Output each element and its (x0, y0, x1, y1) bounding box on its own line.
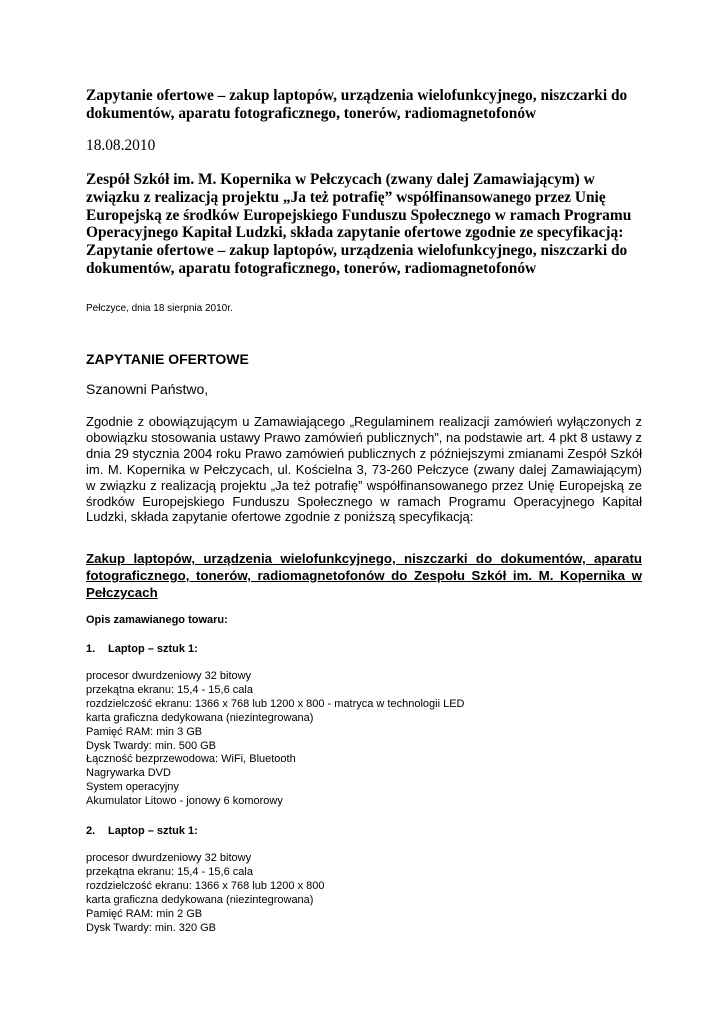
document-title: Zapytanie ofertowe – zakup laptopów, urządzenia wielofunkcyjnego, niszczarki do dokumentów, aparatu fotograficznego, tonerów, radiomagnetofonów (86, 87, 628, 122)
spec-line: Łączność bezprzewodowa: WiFi, Bluetooth (86, 753, 296, 766)
item-label: Laptop – sztuk 1: (108, 643, 198, 655)
subject-heading: Zakup laptopów, urządzenia wielofunkcyjnego, niszczarki do dokumentów, aparatu fotograficznego, tonerów, radiomagnetofonów do Zespołu Szkół im. M. Kopernika w Pełczycach (86, 551, 642, 600)
item-heading (86, 643, 198, 656)
spec-line: karta graficzna dedykowana (niezintegrowana) (86, 893, 314, 906)
document-date: 18.08.2010 (86, 137, 156, 154)
spec-line: System operacyjny (86, 781, 179, 794)
item-spec-list (86, 670, 465, 809)
item-spec-list (86, 852, 325, 935)
item-label: Laptop – sztuk 1: (108, 825, 198, 837)
spec-line: rozdzielczość ekranu: 1366 x 768 lub 1200 x 800 (86, 879, 325, 892)
section-heading: ZAPYTANIE OFERTOWE (86, 351, 249, 367)
spec-line: Nagrywarka DVD (86, 767, 171, 780)
spec-line: procesor dwurdzeniowy 32 bitowy (86, 852, 252, 864)
intro-paragraph: Zespół Szkół im. M. Kopernika w Pełczycach (zwany dalej Zamawiającym) w związku z realizacją projektu „Ja też potrafię” współfinansowanego przez Unię Europejską ze środków Europejskiego Funduszu Społecznego w ramach Programu Operacyjnego Kapitał Ludzki, składa zapytanie ofertowe zgodnie ze specyfikacją: Zapytanie ofertowe – zakup laptopów, urządzenia wielofunkcyjnego, niszczarki do dokumentów, aparatu fotograficznego, tonerów, radiomagnetofonów (86, 171, 632, 277)
description-title: Opis zamawianego towaru: (86, 614, 228, 626)
item-number: 2. (86, 825, 96, 837)
spec-line: rozdzielczość ekranu: 1366 x 768 lub 1200 x 800 - matryca w technologii LED (86, 697, 465, 710)
spec-line: procesor dwurdzeniowy 32 bitowy (86, 670, 252, 682)
item-number: 1. (86, 643, 96, 655)
spec-line: Pamięć RAM: min 2 GB (86, 907, 203, 920)
item-heading (86, 825, 198, 838)
spec-line: przekątna ekranu: 15,4 - 15,6 cala (86, 865, 253, 878)
spec-line: Dysk Twardy: min. 320 GB (86, 921, 217, 934)
body-paragraph: Zgodnie z obowiązującym u Zamawiającego „Regulaminem realizacji zamówień wyłączonych z obowiązku stosowania ustawy Prawo zamówień publicznych”, na podstawie art. 4 pkt 8 ustawy z dnia 29 stycznia 2004 roku Prawo zamówień publicznych z późniejszymi zmianami Zespół Szkół im. M. Kopernika w Pełczycach, ul. Kościelna 3, 73-260 Pełczyce (zwany dalej Zamawiającym) w związku z realizacją projektu „Ja też potrafię” współfinansowanego przez Unię Europejską ze środków Europejskiego Funduszu Społecznego w ramach Programu Operacyjnego Kapitał Ludzki, składa zapytanie ofertowe zgodnie z poniższą specyfikacją: (86, 414, 642, 525)
spec-line: Akumulator Litowo - jonowy 6 komorowy (86, 795, 283, 808)
spec-line: Pamięć RAM: min 3 GB (86, 725, 203, 738)
place-date: Pełczyce, dnia 18 sierpnia 2010r. (86, 303, 233, 314)
spec-line: przekątna ekranu: 15,4 - 15,6 cala (86, 683, 253, 696)
spec-line: Dysk Twardy: min. 500 GB (86, 739, 217, 752)
greeting: Szanowni Państwo, (86, 381, 209, 397)
spec-line: karta graficzna dedykowana (niezintegrowana) (86, 711, 314, 724)
